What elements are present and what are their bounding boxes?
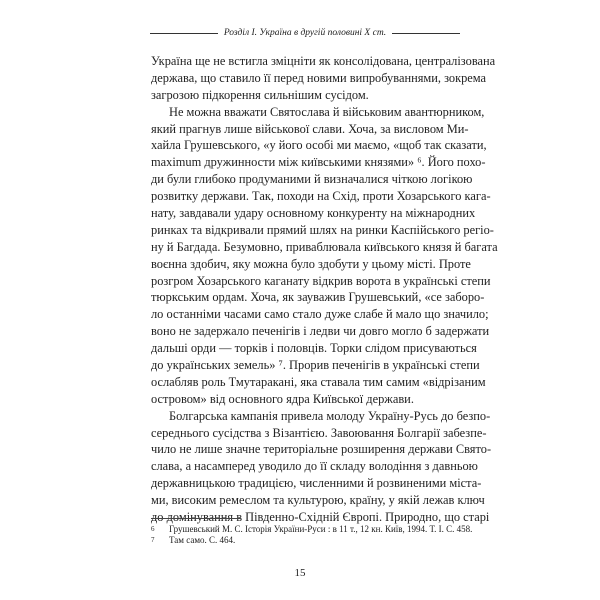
- footnotes: [151, 524, 473, 546]
- body-line: ну й Багдада. Безумовно, приваблювала київського князя й багата: [151, 239, 498, 254]
- running-head-title: Розділ І. Україна в другій половині Х ст.: [223, 28, 387, 38]
- body-line: ми, високим ремеслом та культурою, країну, у якій лежав ключ: [151, 493, 485, 508]
- body-line: ослабляв роль Тмутаракані, яка ставала тим самим «відрізаним: [151, 374, 486, 389]
- footnote-text: Там само. С. 464.: [169, 535, 236, 545]
- footnote-item: [151, 535, 461, 546]
- body-line: середнього сусідства з Візантією. Завоювання Болгарії забезпе-: [151, 425, 487, 440]
- body-line: який прагнув лише військової слави. Хоча, за висловом Ми-: [151, 121, 469, 136]
- body-line: хайла Грушевського, «у його особі ми маємо, «щоб так сказати,: [151, 138, 487, 153]
- running-head: [150, 26, 460, 40]
- footnote-divider: [151, 518, 241, 519]
- body-line: ринках та відкривали прямий шлях на ринки Каспійського регіо-: [151, 222, 494, 237]
- body-line: островом» від основного ядра Київської держави.: [151, 391, 414, 406]
- body-line: воєнна здобич, яку можна було здобути у цьому місті. Проте: [151, 256, 471, 271]
- footnote-item: [151, 524, 473, 535]
- body-line: до українських земель» ⁷. Прорив печенігів в українські степи: [151, 358, 480, 373]
- body-line: загрозою підкорення сильнішим сусідом.: [151, 87, 369, 102]
- body-line: державницькою традицією, численними й розвиненими міста-: [151, 476, 482, 491]
- body-line: воно не задержало печенігів і ледви чи довго могло б задержати: [151, 324, 490, 339]
- body-line: чило не лише значне територіальне розширення держави Свято-: [151, 442, 492, 457]
- body-line: розвитку держави. Так, походи на Схід, проти Хозарського кага-: [151, 189, 491, 204]
- page-number: 15: [294, 567, 306, 579]
- body-line: до домінування в Південно-Східній Європі. Природно, що старі: [151, 510, 490, 525]
- body-line: Не можна вважати Святослава й військовим авантюрником,: [169, 104, 485, 119]
- body-line: тюркським ордам. Хоча, як зауважив Грушевський, «се заборо-: [151, 290, 485, 305]
- footnote-mark: 6: [151, 525, 155, 533]
- running-head-rule-right: [392, 33, 460, 34]
- body-line: слава, а насамперед уводило до її складу володіння з давньою: [151, 459, 478, 474]
- body-line: держава, що ставило її перед новими випробуваннями, зокрема: [151, 70, 487, 85]
- body-line: дальші орди — торків і половців. Торки слідом присуваються: [151, 341, 477, 356]
- body-line: нату, завдавали удару основному конкуренту на міжнародних: [151, 206, 476, 221]
- footnote-mark: 7: [151, 536, 155, 544]
- running-head-rule-left: [150, 33, 218, 34]
- body-line: maximum дружинности між київськими князями» ⁶. Його похо-: [151, 155, 486, 170]
- body-line: ло останніми часами само стало дуже слабе й мало що значило;: [151, 307, 489, 322]
- body-text: [151, 53, 498, 526]
- body-line: Україна ще не встигла зміцніти як консолідована, централізована: [151, 54, 496, 68]
- body-line: Болгарська кампанія привела молоду Україну-Русь до безпо-: [169, 408, 491, 423]
- body-line: розгром Хозарського каганату відкрив ворота в українські степи: [151, 273, 491, 288]
- body-line: ди були глибоко продуманими й визначалися чіткою логікою: [151, 172, 473, 187]
- footnote-text: Грушевський М. С. Історія України-Руси : в 11 т., 12 кн. Київ, 1994. Т. І. С. 458.: [169, 524, 473, 534]
